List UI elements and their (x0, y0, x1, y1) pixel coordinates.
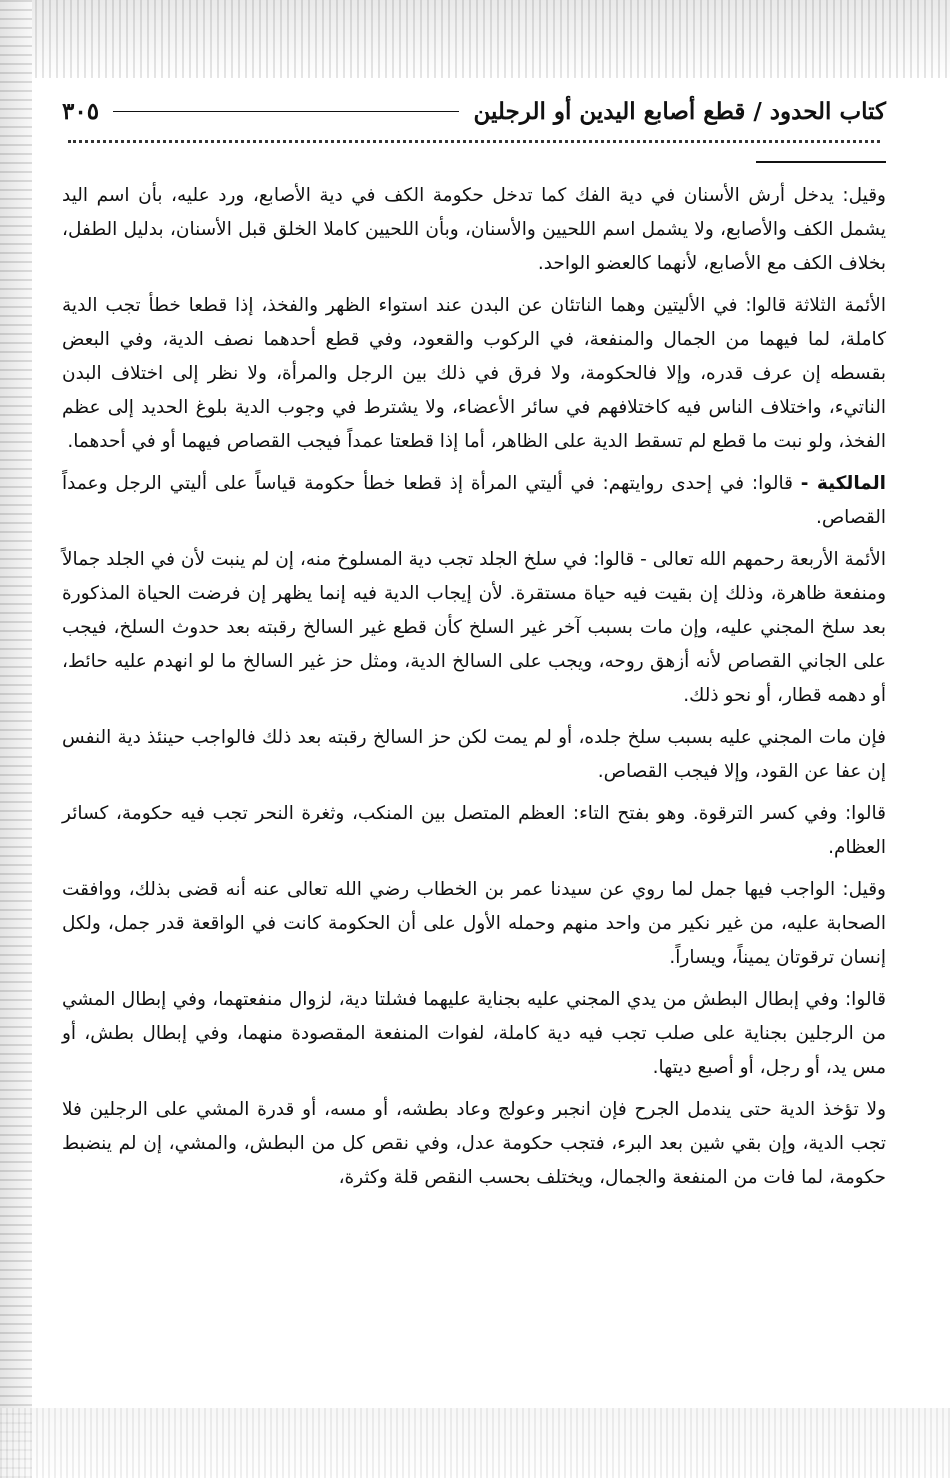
paragraph (62, 721, 886, 789)
header-rule (113, 111, 459, 112)
header-underline (756, 161, 886, 163)
page-header (62, 88, 886, 134)
page-number: ٣٠٥ (62, 97, 100, 125)
paragraph-text: ولا تؤخذ الدية حتى يندمل الجرح فإن انجبر وعولج وعاد بطشه، أو مسه، أو قدرة المشي على الرجلين فلا تجب الدية، وإن بقي شين بعد البرء، فتجب حكومة عدل، وفي نقص كل من البطش، والمشي، إن لم ينضبط حكومة، لما فات من المنفعة والجمال، ويختلف بحسب النقص قلة وكثرة، (62, 1099, 886, 1188)
paragraph (62, 873, 886, 975)
paragraph-text: قالوا: وفي إبطال البطش من يدي المجني عليه بجناية عليهما فشلتا دية، لزوال منفعتهما، وفي إبطال المشي من الرجلين بجناية على صلب تجب فيه دية كاملة، لفوات المنفعة المقصودة منهما، وفي إبطال بطش، أو مس يد، أو رجل، أو أصبع ديتها. (62, 989, 886, 1078)
paragraph-text: الأئمة الثلاثة قالوا: في الأليتين وهما الناتئان عن البدن عند استواء الظهر والفخذ، إذا قطعا خطأ تجب الدية كاملة، لما فيهما من الجمال والمنفعة، في الركوب والقعود، وفي قطع أحدهما نصف الدية، وفي البعض بقسطه إن عرف قدره، وإلا فالحكومة، ولا فرق في ذلك بين الرجل والمرأة، ولا نظر إلى اختلاف البدن الناتيء، واختلاف الناس فيه كاختلافهم في سائر الأعضاء، ولا يشترط في وجوب الدية بلوغ الحديد إلى عظم الفخذ، ولو نبت ما قطع لم تسقط الدية على الظاهر، أما إذا قطعتا عمداً فيجب القصاص فيهما أو في أحدهما. (62, 295, 886, 452)
page-body (62, 179, 886, 1195)
dotted-separator (68, 140, 880, 143)
scan-border-top (0, 0, 950, 78)
paragraph (62, 179, 886, 281)
paragraph-text: وقيل: الواجب فيها جمل لما روي عن سيدنا عمر بن الخطاب رضي الله تعالى عنه أنه قضى بذلك، ووافقت الصحابة عليه، من غير نكير من واحد منهم وحمله الأول على أن الحكومة كانت في الواقعة قدر جمل، ولكل إنسان ترقوتان يميناً، ويساراً. (62, 879, 886, 968)
paragraph-lead: المالكية - (800, 473, 886, 494)
paragraph (62, 797, 886, 865)
paragraph-text: قالوا: في إحدى روايتهم: في أليتي المرأة إذ قطعا خطأ حكومة قياساً على أليتي الرجل وعمداً القصاص. (62, 473, 886, 528)
paragraph-text: الأئمة الأربعة رحمهم الله تعالى - قالوا: في سلخ الجلد تجب دية المسلوخ منه، إن لم ينبت لأن في الجلد جمالاً ومنفعة ظاهرة، وذلك إن بقيت فيه حياة مستقرة. لأن إيجاب الدية فيه إنما يظهر إن فرضت الحياة المذكورة بعد سلخ المجني عليه، وإن مات بسبب آخر غير السلخ كأن قطع غير السالخ رقبته بعد حدوث السلخ، فيجب على الجاني القصاص لأنه أزهق روحه، ويجب على السالخ الدية، ومثل حز غير السالخ ما لو انهدم عليه حائط، أو دهمه قطار، أو نحو ذلك. (62, 549, 886, 706)
paragraph (62, 543, 886, 713)
scan-border-left (0, 0, 32, 1478)
paragraph (62, 1093, 886, 1195)
paragraph-text: وقيل: يدخل أرش الأسنان في دية الفك كما تدخل حكومة الكف في دية الأصابع، ورد عليه، بأن اسم اليد يشمل الكف والأصابع، ولا يشمل اسم اللحيين والأسنان، وبأن اللحيين كاملا الخلق قبل الأسنان، بدليل الطفل، بخلاف الكف مع الأصابع، لأنهما كالعضو الواحد. (62, 185, 886, 274)
book-page (62, 88, 886, 1428)
paragraph (62, 289, 886, 459)
paragraph-text: قالوا: وفي كسر الترقوة. وهو بفتح التاء: العظم المتصل بين المنكب، وثغرة النحر تجب فيه حكومة، كسائر العظام. (62, 803, 886, 858)
paragraph (62, 467, 886, 535)
paragraph (62, 983, 886, 1085)
running-title: كتاب الحدود / قطع أصابع اليدين أو الرجلين (473, 97, 886, 125)
paragraph-text: فإن مات المجني عليه بسبب سلخ جلده، أو لم يمت لكن حز السالخ رقبته بعد ذلك فالواجب حينئذ دية النفس إن عفا عن القود، وإلا فيجب القصاص. (62, 727, 886, 782)
